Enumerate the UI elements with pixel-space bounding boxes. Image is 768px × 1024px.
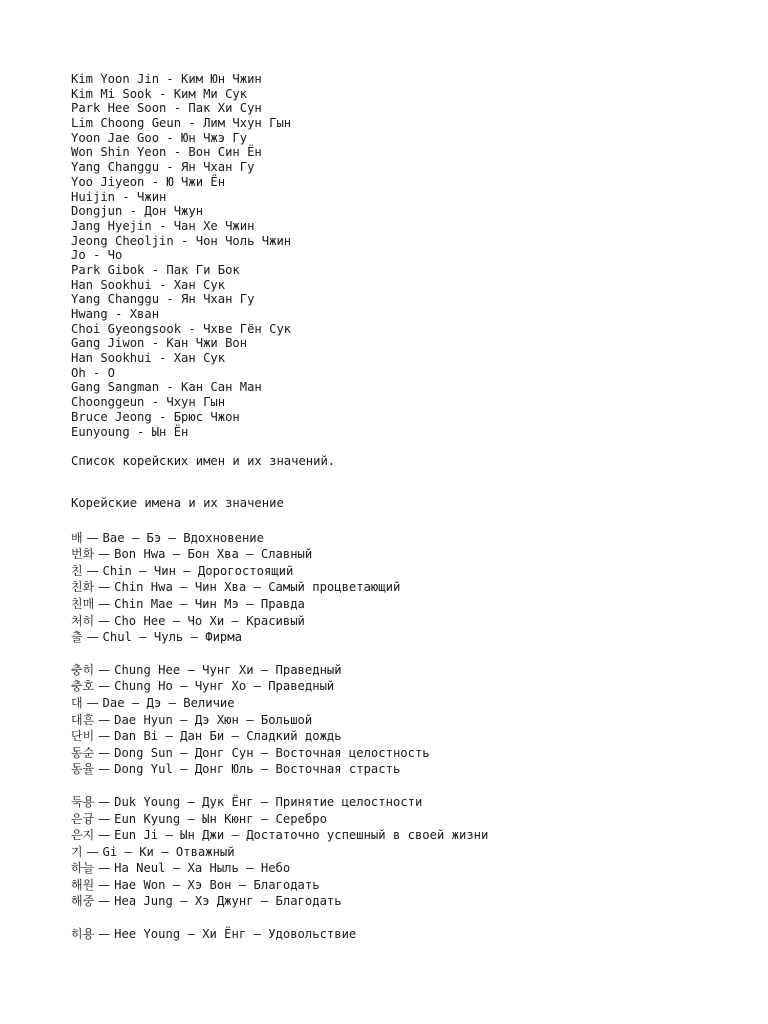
korean-name: 동율 [71,762,95,777]
entry-separator: — [94,712,115,727]
name-description: Dong Sun – Донг Сун – Восточная целостность [114,745,430,760]
name-entry [71,877,748,894]
transliteration-line: Jang Hyejin - Чан Хе Чжин [71,218,255,233]
name-description: Eun Kyung – Ын Кюнг – Серебро [114,811,327,826]
entry-separator: — [94,679,115,694]
entry-separator: — [94,877,115,892]
transliteration-line: Yang Changgu - Ян Чхан Гу [71,160,255,175]
entry-separator: — [94,662,115,677]
entry-separator: — [94,762,115,777]
list-caption: Список корейских имен и их значений. [71,454,336,469]
transliteration-line: Park Hee Soon - Пак Хи Сун [71,101,262,116]
korean-name: 기 [71,844,83,859]
name-description: Dae – Дэ – Величие [102,695,235,710]
korean-name: 단비 [71,729,95,744]
name-entry [71,563,748,580]
korean-name: 배 [71,530,83,545]
transliteration-line: Yang Changgu - Ян Чхан Гу [71,292,255,307]
entry-separator: — [94,596,115,611]
transliteration-line: Eunyoung - Ын Ён [71,424,189,439]
name-entry [71,530,748,547]
name-entry [71,728,748,745]
transliteration-line: Gang Jiwon - Кан Чжи Вон [71,336,248,351]
entry-separator: — [94,861,115,876]
section-heading: Корейские имена и их значение [71,495,284,510]
entry-separator: — [82,695,103,710]
transliteration-line: Han Sookhui - Хан Сук [71,351,226,366]
name-entry [71,827,748,844]
name-group [71,794,748,910]
korean-name: 충히 [71,662,95,677]
entry-separator: — [94,828,115,843]
name-description: Eun Ji – Ын Джи – Достаточно успешный в своей жизни [114,828,489,843]
transliteration-line: Yoo Jiyeon - Ю Чжи Ён [71,174,226,189]
name-entry [71,695,748,712]
korean-name: 출 [71,630,83,645]
entry-separator: — [94,927,115,942]
name-entry [71,712,748,729]
transliteration-line: Dongjun - Дон Чжун [71,204,204,219]
name-description: Duk Young – Дук Ёнг – Принятие целостности [114,794,423,809]
name-entry [71,546,748,563]
name-entry [71,629,748,646]
name-description: Chul – Чуль – Фирма [102,630,242,645]
korean-name: 은지 [71,828,95,843]
transliteration-line: Choonggeun - Чхун Гын [71,395,226,410]
korean-name: 대흔 [71,712,95,727]
name-description: Hee Young – Хи Ёнг – Удовольствие [114,927,357,942]
entry-separator: — [94,745,115,760]
korean-name: 해중 [71,894,95,909]
name-description: Bae – Бэ – Вдохновение [102,530,264,545]
name-description: Dae Hyun – Дэ Хюн – Большой [114,712,313,727]
name-description: Chin Mae – Чин Мэ – Правда [114,596,305,611]
name-group [71,926,748,943]
name-entry [71,613,748,630]
transliteration-line: Huijin - Чжин [71,189,167,204]
transliteration-line: Kim Yoon Jin - Ким Юн Чжин [71,72,262,86]
name-entry [71,745,748,762]
name-group [71,530,748,646]
transliteration-line: Lim Choong Geun - Лим Чхун Гын [71,116,292,131]
name-entry [71,662,748,679]
transliteration-line: Won Shin Yeon - Вон Син Ён [71,145,262,160]
entry-separator: — [82,563,103,578]
name-description: Hea Jung – Хэ Джунг – Благодать [114,894,342,909]
korean-name: 하늘 [71,861,95,876]
korean-name: 친 [71,563,83,578]
korean-name: 친매 [71,596,95,611]
korean-name: 히용 [71,927,95,942]
name-entry [71,579,748,596]
korean-name: 번화 [71,547,95,562]
korean-name: 대 [71,695,83,710]
entry-separator: — [94,729,115,744]
transliteration-line: Han Sookhui - Хан Сук [71,277,226,292]
entry-separator: — [82,530,103,545]
transliteration-line: Jo - Чо [71,248,123,263]
transliteration-line: Oh - О [71,365,116,380]
entry-separator: — [94,811,115,826]
name-description: Cho Hee – Чо Хи – Красивый [114,613,305,628]
name-entry [71,794,748,811]
korean-name: 처히 [71,613,95,628]
korean-name: 충호 [71,679,95,694]
transliteration-list [71,72,748,439]
transliteration-line: Hwang - Хван [71,307,160,321]
entry-separator: — [94,580,115,595]
name-group [71,662,748,778]
name-description: Chung Hee – Чунг Хи – Праведный [114,662,342,677]
name-entry [71,860,748,877]
transliteration-line: Kim Mi Sook - Ким Ми Сук [71,86,248,101]
korean-name: 동순 [71,745,95,760]
transliteration-line: Choi Gyeongsook - Чхве Гён Сук [71,321,292,336]
name-entry [71,811,748,828]
korean-name: 둑용 [71,794,95,809]
name-entry [71,926,748,943]
name-entry [71,678,748,695]
name-meanings-list [71,530,748,943]
name-description: Chung Ho – Чунг Хо – Праведный [114,679,335,694]
name-entry [71,893,748,910]
name-description: Chin – Чин – Дорогостоящий [102,563,294,578]
document-page [71,72,748,943]
korean-name: 은귱 [71,811,95,826]
entry-separator: — [82,630,103,645]
name-description: Bon Hwa – Бон Хва – Славный [114,547,313,562]
name-description: Dong Yul – Донг Юль – Восточная страсть [114,762,401,777]
korean-name: 해원 [71,877,95,892]
transliteration-line: Bruce Jeong - Брюс Чжон [71,409,240,424]
transliteration-line: Park Gibok - Пак Ги Бок [71,262,240,277]
entry-separator: — [94,613,115,628]
name-entry [71,761,748,778]
name-description: Hae Won – Хэ Вон – Благодать [114,877,320,892]
name-description: Chin Hwa – Чин Хва – Самый процветающий [114,580,401,595]
transliteration-line: Gang Sangman - Кан Сан Ман [71,380,262,395]
transliteration-line: Jeong Cheoljin - Чон Чоль Чжин [71,233,292,248]
korean-name: 친화 [71,580,95,595]
entry-separator: — [94,894,115,909]
name-description: Gi – Ки – Отважный [102,844,235,859]
name-description: Dan Bi – Дан Би – Сладкий дождь [114,729,342,744]
entry-separator: — [94,794,115,809]
name-entry [71,844,748,861]
name-entry [71,596,748,613]
entry-separator: — [82,844,103,859]
transliteration-line: Yoon Jae Goo - Юн Чжэ Гу [71,130,248,145]
entry-separator: — [94,547,115,562]
name-description: Ha Neul – Ха Ныль – Небо [114,861,291,876]
